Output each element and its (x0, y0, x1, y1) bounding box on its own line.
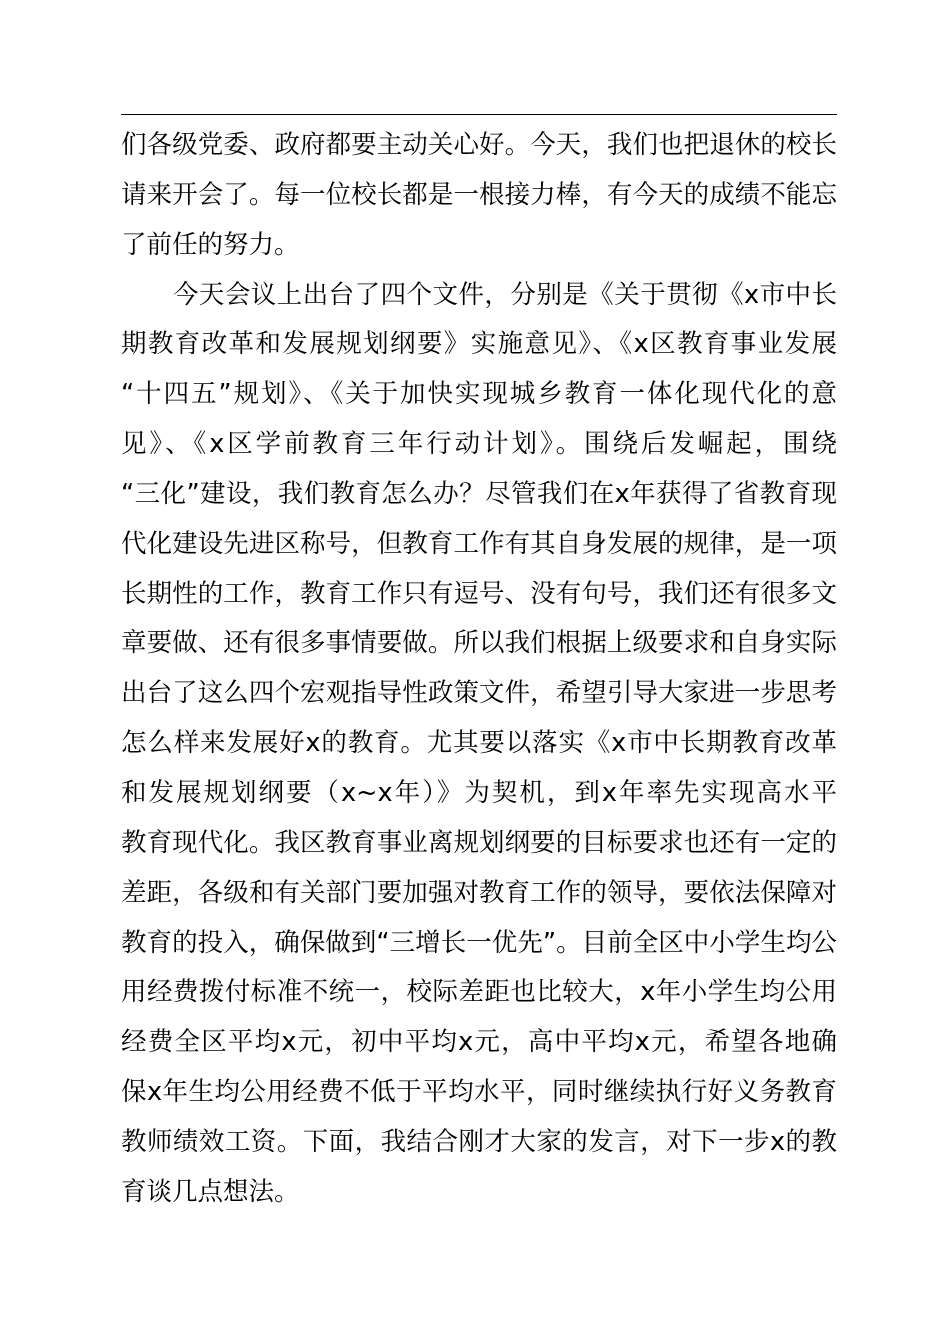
text-line: 教育的投入，确保做到“三增长一优先”。目前全区中小学生均公 (121, 927, 837, 958)
paragraph-1 (121, 121, 837, 271)
text-line: 育谈几点想法。 (121, 1176, 300, 1207)
paragraph-2 (121, 271, 837, 1218)
text-line: 期教育改革和发展规划纲要》实施意见》、《x区教育事业发展 (121, 329, 837, 360)
header-rule (121, 114, 837, 115)
text-line: “十四五”规划》、《关于加快实现城乡教育一体化现代化的意 (121, 379, 837, 410)
text-line: 怎么样来发展好x的教育。尤其要以落实《x市中长期教育改革 (121, 728, 837, 759)
text-line: 和发展规划纲要（x~x年）》为契机，到x年率先实现高水平 (121, 777, 837, 808)
text-line: 代化建设先进区称号，但教育工作有其自身发展的规律，是一项 (121, 528, 837, 559)
text-line: 今天会议上出台了四个文件，分别是《关于贯彻《x市中长 (121, 279, 837, 310)
text-line: 出台了这么四个宏观指导性政策文件，希望引导大家进一步思考 (121, 678, 837, 709)
text-line: 了前任的努力。 (121, 229, 300, 260)
text-line: 请来开会了。每一位校长都是一根接力棒，有今天的成绩不能忘 (121, 179, 837, 210)
text-line: 差距，各级和有关部门要加强对教育工作的领导，要依法保障对 (121, 877, 837, 908)
text-line: 们各级党委、政府都要主动关心好。今天，我们也把退休的校长 (121, 130, 837, 160)
document-body (121, 121, 837, 1218)
text-line: 教师绩效工资。下面，我结合刚才大家的发言，对下一步x的教 (121, 1126, 837, 1157)
text-line: “三化”建设，我们教育怎么办？尽管我们在x年获得了省教育现 (121, 478, 837, 509)
text-line: 教育现代化。我区教育事业离规划纲要的目标要求也还有一定的 (121, 827, 837, 858)
text-line: 章要做、还有很多事情要做。所以我们根据上级要求和自身实际 (121, 628, 837, 659)
text-line: 经费全区平均x元，初中平均x元，高中平均x元，希望各地确 (121, 1027, 837, 1058)
text-line: 保x年生均公用经费不低于平均水平，同时继续执行好义务教育 (121, 1077, 837, 1108)
text-line: 长期性的工作，教育工作只有逗号、没有句号，我们还有很多文 (121, 578, 837, 609)
text-line: 见》、《x区学前教育三年行动计划》。围绕后发崛起，围绕 (121, 429, 837, 460)
text-line: 用经费拨付标准不统一，校际差距也比较大，x年小学生均公用 (121, 977, 837, 1008)
